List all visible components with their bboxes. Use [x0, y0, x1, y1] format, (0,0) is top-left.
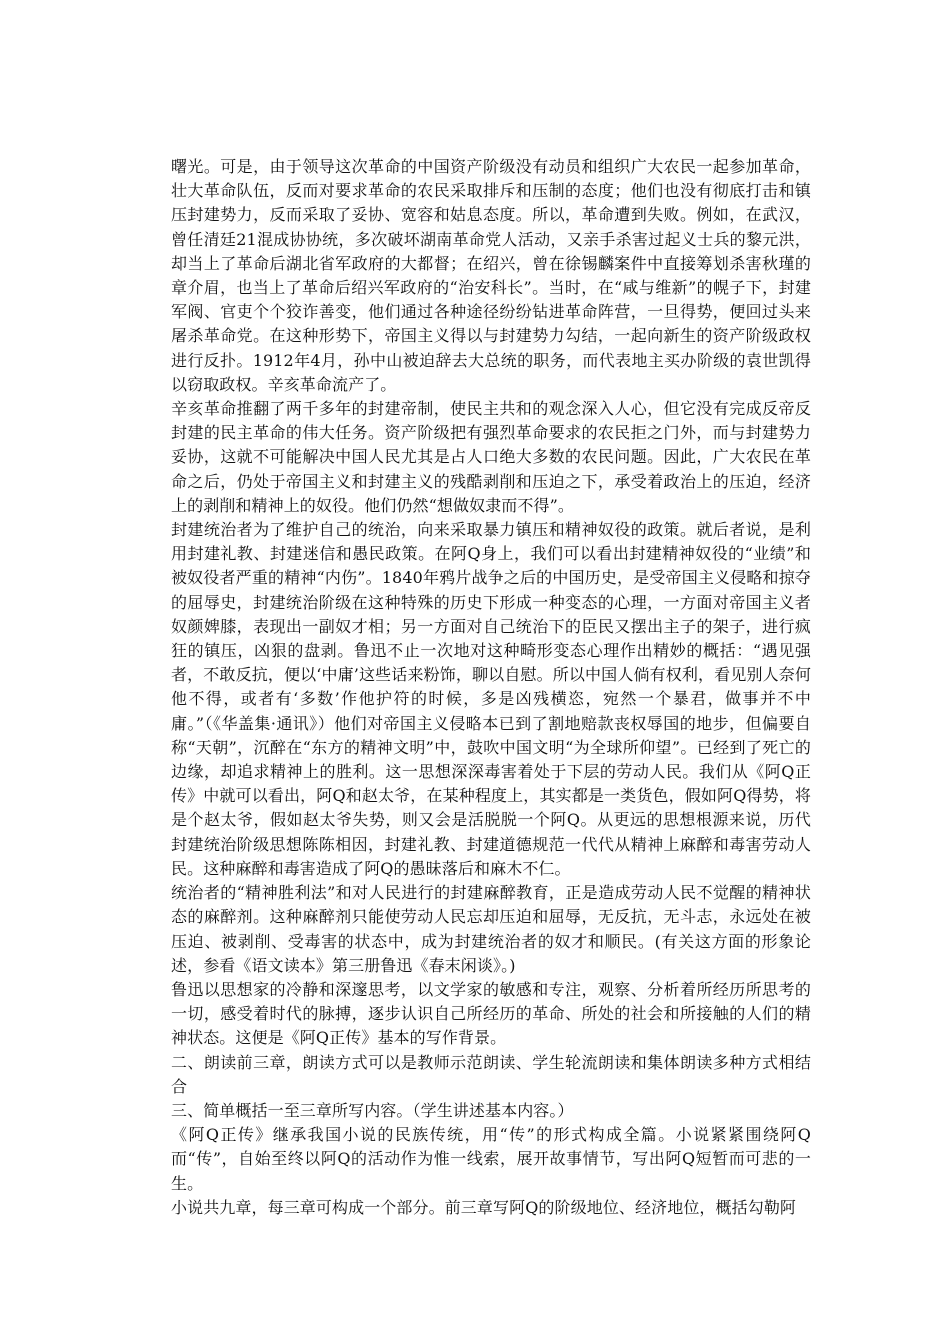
paragraph-spiritual-victory: 统治者的“精神胜利法”和对人民进行的封建麻醉教育，正是造成劳动人民不觉醒的精神状态的麻醉剂。这种麻醉剂只能使劳动人民忘却压迫和屈辱，无反抗，无斗志，永远处在被压迫、被剥削、受毒害的状态中，成为封建统治者的奴才和顺民。(有关这方面的形象论述，参看《语文读本》第三册鲁迅《春末闲谈》。): [171, 883, 811, 975]
paragraph-novel-structure: 小说共九章，每三章可构成一个部分。前三章写阿Q的阶级地位、经济地位，概括勾勒阿: [171, 1197, 797, 1217]
paragraph-revolution-failure: 曙光。可是，由于领导这次革命的中国资产阶级没有动员和组织广大农民一起参加革命，壮大革命队伍，反而对要求革命的农民采取排斥和压制的态度；他们也没有彻底打击和镇压封建势力，反而采取了妥协、宽容和姑息态度。所以，革命遭到失败。例如，在武汉，曾任清廷21混成协协统，多次破坏湖南革命党人活动，又亲手杀害过起义士兵的黎元洪，却当上了革命后湖北省军政府的大都督；在绍兴，曾在徐锡麟案件中直接筹划杀害秋瑾的章介眉，也当上了革命后绍兴军政府的“治安科长”。当时，在“咸与维新”的幌子下，封建军阀、官吏个个狡诈善变，他们通过各种途径纷纷钻进革命阵营，一旦得势，便回过头来屠杀革命党。在这种形势下，帝国主义得以与封建势力勾结，一起向新生的资产阶级政权进行反扑。1912年4月，孙中山被迫辞去大总统的职务，而代表地主买办阶级的袁世凯得以窃取政权。辛亥革命流产了。: [171, 157, 811, 394]
paragraph-xinhai-revolution: 辛亥革命推翻了两千多年的封建帝制，使民主共和的观念深入人心，但它没有完成反帝反封建的民主革命的伟大任务。资产阶级把有强烈革命要求的农民拒之门外，而与封建势力妥协，这就不可能解决中国人民尤其是占人口绝大多数的农民问题。因此，广大农民在革命之后，仍处于帝国主义和封建主义的残酷剥削和压迫之下，承受着政治上的压迫，经济上的剥削和精神上的奴役。他们仍然“想做奴隶而不得”。: [171, 399, 811, 515]
paragraph-luxun-background: 鲁迅以思想家的冷静和深邃思考，以文学家的敏感和专注，观察、分析着所经历所思考的一切，感受着时代的脉搏，逐步认识自己所经历的革命、所处的社会和所接触的人们的精神状态。这便是《阿Q正传》基本的写作背景。: [171, 979, 811, 1048]
paragraph-step-three-summary: 三、简单概括一至三章所写内容。（学生讲述基本内容。）: [171, 1100, 574, 1120]
paragraph-feudal-rulers: 封建统治者为了维护自己的统治，向来采取暴力镇压和精神奴役的政策。就后者说，是利用封建礼教、封建迷信和愚民政策。在阿Q身上，我们可以看出封建精神奴役的“业绩”和被奴役者严重的精神“内伤”。1840年鸦片战争之后的中国历史，是受帝国主义侵略和掠夺的屈辱史，封建统治阶级在这种特殊的历史下形成一种变态的心理，一方面对帝国主义者奴颜婢膝，表现出一副奴才相；另一方面对自己统治下的臣民又摆出主子的架子，进行疯狂的镇压，凶狠的盘剥。鲁迅不止一次地对这种畸形变态心理作出精妙的概括：“遇见强者，不敢反抗，便以‘中庸’这些话来粉饰，聊以自慰。所以中国人倘有权利，看见别人奈何他不得，或者有‘多数’作他护符的时候，多是凶残横恣，宛然一个暴君，做事并不中庸。”（《华盖集·通讯》）他们对帝国主义侵略本已到了割地赔款丧权辱国的地步，但偏要自称“天朝”，沉醉在“东方的精神文明”中，鼓吹中国文明“为全球所仰望”。已经到了死亡的边缘，却追求精神上的胜利。这一思想深深毒害着处于下层的劳动人民。我们从《阿Q正传》中就可以看出，阿Q和赵太爷，在某种程度上，其实都是一类货色，假如阿Q得势，将是个赵太爷，假如赵太爷失势，则又会是活脱脱一个阿Q。从更远的思想根源来说，历代封建统治阶级思想陈陈相因，封建礼教、封建道德规范一代代从精神上麻醉和毒害劳动人民。这种麻醉和毒害造成了阿Q的愚昧落后和麻木不仁。: [171, 520, 811, 878]
paragraph-step-two-reading: 二、朗读前三章，朗读方式可以是教师示范朗读、学生轮流朗读和集体朗读多种方式相结合: [171, 1052, 811, 1096]
paragraph-novel-form: 《阿Q正传》继承我国小说的民族传统，用“传”的形式构成全篇。小说紧紧围绕阿Q而“传”，自始至终以阿Q的活动作为惟一线索，展开故事情节，写出阿Q短暂而可悲的一生。: [171, 1125, 811, 1193]
document-body: [171, 155, 811, 1220]
